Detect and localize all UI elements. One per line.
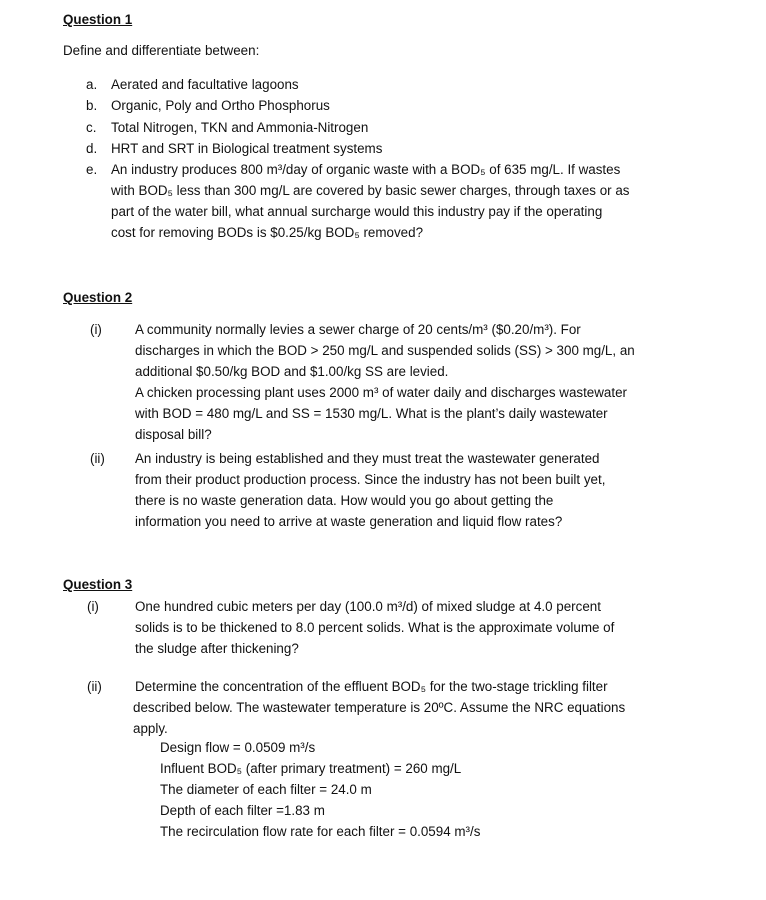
list-item-a: Aerated and facultative lagoons (111, 77, 299, 92)
list-item-c: Total Nitrogen, TKN and Ammonia-Nitrogen (111, 120, 369, 135)
question-2-heading: Question 2 (63, 290, 133, 305)
q3-data-influent-bod: Influent BOD₅ (after primary treatment) = 260 mg/L (160, 761, 462, 776)
list-marker-c: c. (86, 120, 97, 135)
q2-part-i-line-1: A community normally levies a sewer charge of 20 cents/m³ ($0.20/m³). For (135, 322, 581, 337)
q2-part-ii-marker: (ii) (90, 451, 105, 466)
q2-part-i-line-5: with BOD = 480 mg/L and SS = 1530 mg/L. What is the plant’s daily wastewater (135, 406, 608, 421)
q3-part-ii-line-3: apply. (133, 721, 168, 736)
q2-part-ii-line-4: information you need to arrive at waste generation and liquid flow rates? (135, 514, 563, 529)
q3-data-design-flow: Design flow = 0.0509 m³/s (160, 740, 316, 755)
list-item-e-line-2: with BOD₅ less than 300 mg/L are covered by basic sewer charges, through taxes or as (111, 183, 630, 198)
q3-data-filter-depth: Depth of each filter =1.83 m (160, 803, 325, 818)
list-marker-d: d. (86, 141, 98, 156)
list-marker-b: b. (86, 98, 98, 113)
q2-part-ii-line-3: there is no waste generation data. How would you go about getting the (135, 493, 554, 508)
list-marker-e: e. (86, 162, 98, 177)
q3-part-i-line-2: solids is to be thickened to 8.0 percent solids. What is the approximate volume of (135, 620, 615, 635)
q3-part-ii-line-1: Determine the concentration of the effluent BOD₅ for the two-stage trickling filter (135, 679, 608, 694)
list-item-b: Organic, Poly and Ortho Phosphorus (111, 98, 330, 113)
list-item-e-line-3: part of the water bill, what annual surcharge would this industry pay if the operating (111, 204, 603, 219)
q2-part-i-marker: (i) (90, 322, 102, 337)
list-marker-a: a. (86, 77, 98, 92)
q2-part-i-line-2: discharges in which the BOD > 250 mg/L and suspended solids (SS) > 300 mg/L, an (135, 343, 635, 358)
list-item-e-line-1: An industry produces 800 m³/day of organic waste with a BOD₅ of 635 mg/L. If wastes (111, 162, 621, 177)
list-item-d: HRT and SRT in Biological treatment systems (111, 141, 383, 156)
question-3-heading: Question 3 (63, 577, 133, 592)
q3-part-i-line-3: the sludge after thickening? (135, 641, 299, 656)
question-1-intro: Define and differentiate between: (63, 43, 260, 58)
q3-part-i-marker: (i) (87, 599, 99, 614)
q2-part-i-line-3: additional $0.50/kg BOD and $1.00/kg SS are levied. (135, 364, 449, 379)
q3-part-i-line-1: One hundred cubic meters per day (100.0 m³/d) of mixed sludge at 4.0 percent (135, 599, 601, 614)
q3-data-recirculation-rate: The recirculation flow rate for each filter = 0.0594 m³/s (160, 824, 481, 839)
q3-part-ii-line-2: described below. The wastewater temperature is 20ºC. Assume the NRC equations (133, 700, 626, 715)
question-1-heading: Question 1 (63, 12, 133, 27)
q3-data-filter-diameter: The diameter of each filter = 24.0 m (160, 782, 372, 797)
q2-part-i-line-4: A chicken processing plant uses 2000 m³ of water daily and discharges wastewater (135, 385, 627, 400)
q2-part-ii-line-1: An industry is being established and they must treat the wastewater generated (135, 451, 600, 466)
q2-part-i-line-6: disposal bill? (135, 427, 212, 442)
list-item-e-line-4: cost for removing BODs is $0.25/kg BOD₅ removed? (111, 225, 424, 240)
q3-part-ii-marker: (ii) (87, 679, 102, 694)
q2-part-ii-line-2: from their product production process. Since the industry has not been built yet, (135, 472, 606, 487)
